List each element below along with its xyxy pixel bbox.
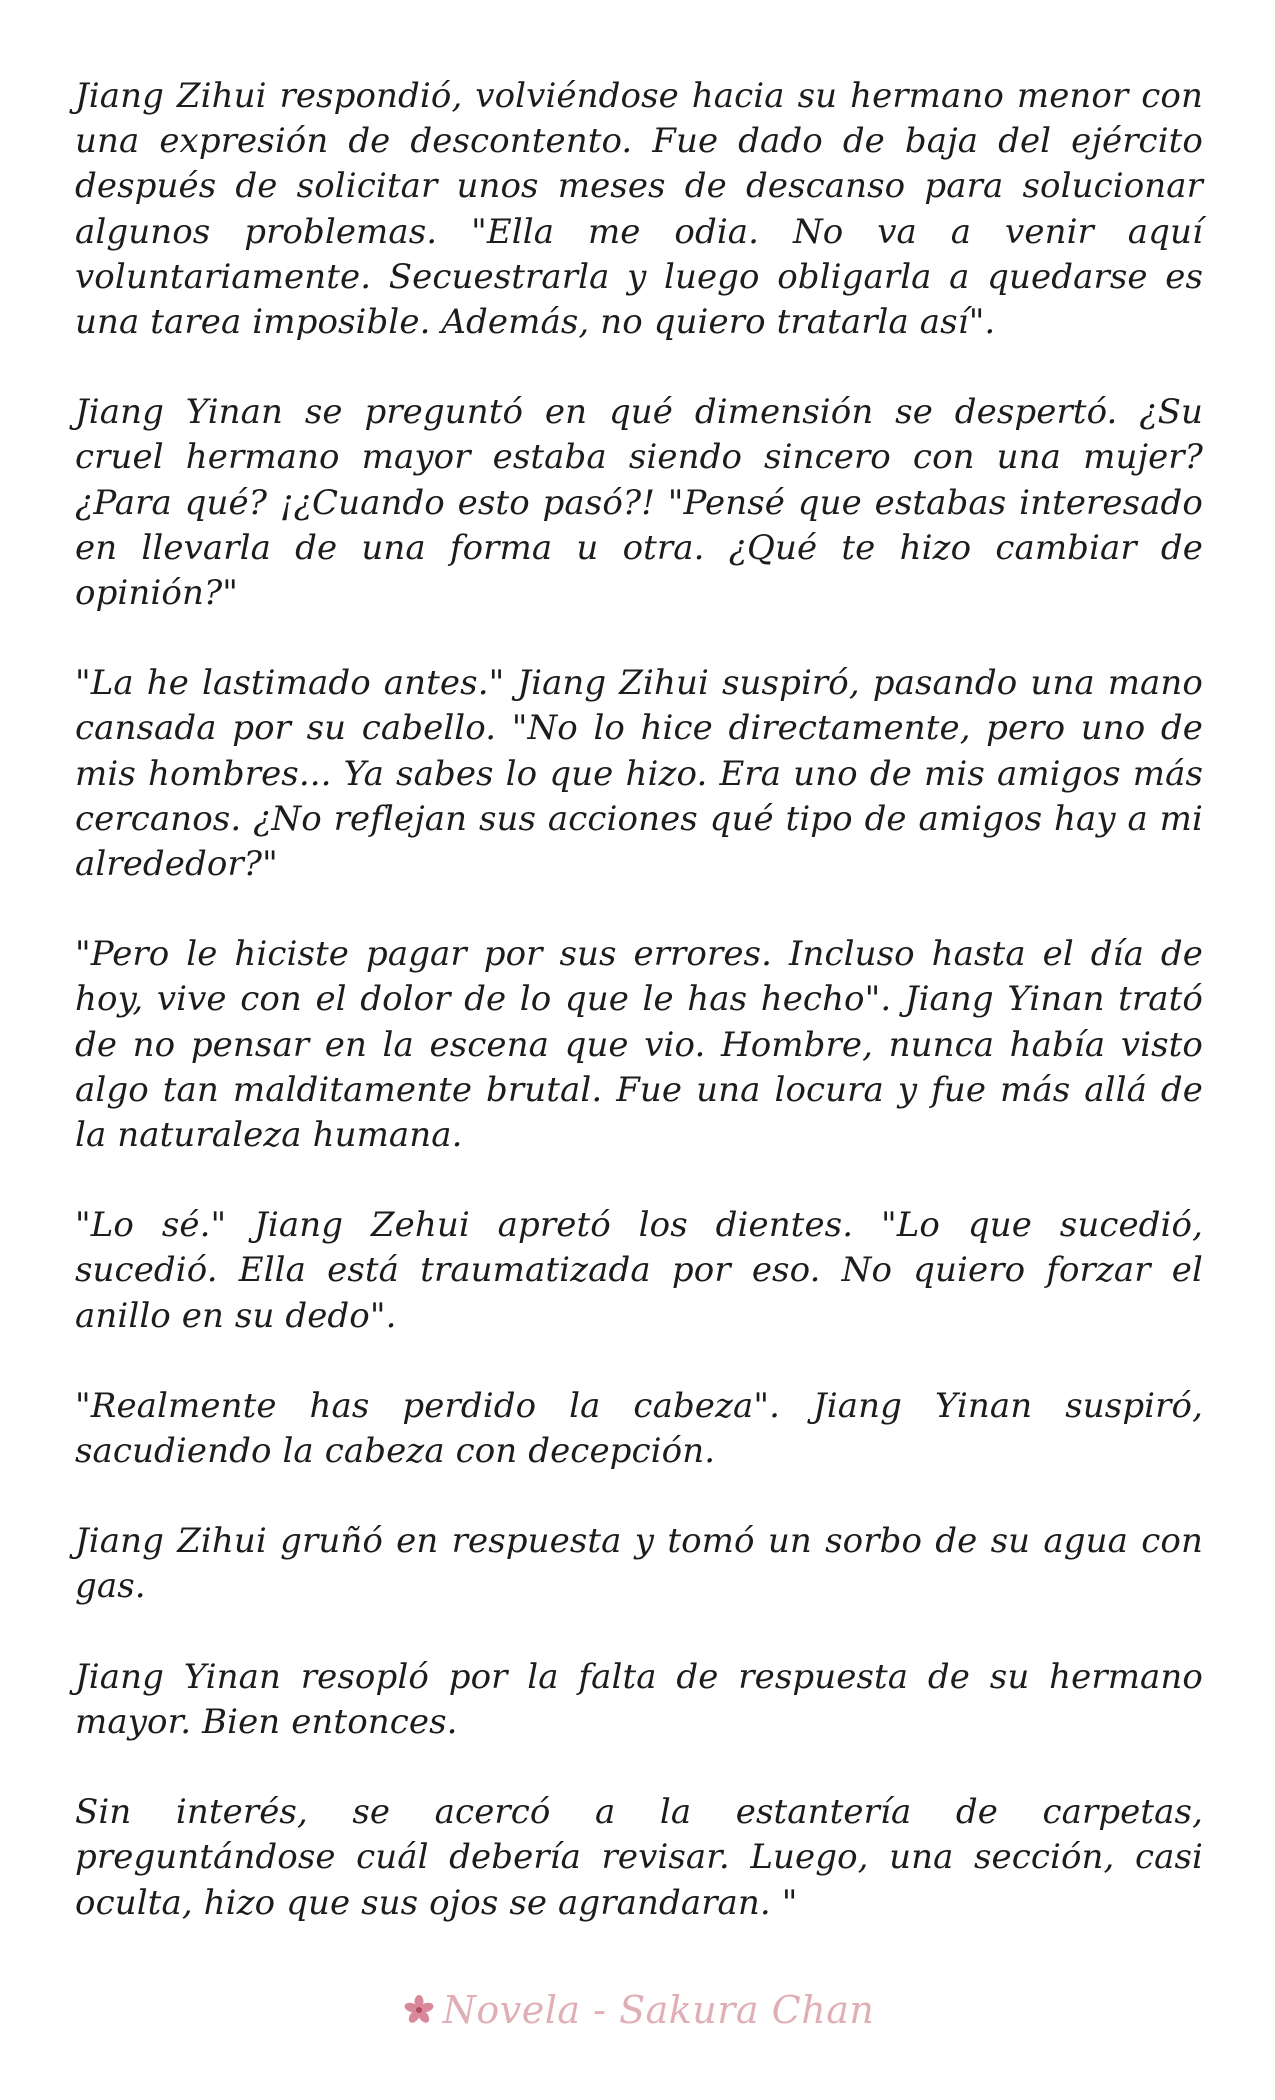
- paragraph-6: "Realmente has perdido la cabeza". Jiang Yinan suspiró, sacudiendo la cabeza con decepción.: [75, 1385, 1203, 1472]
- watermark: [0, 1985, 1275, 2035]
- paragraph-4: "Pero le hiciste pagar por sus errores. Incluso hasta el día de hoy, vive con el dolor de lo que le has hecho". Jiang Yinan trató de no pensar en la escena que vio. Hombre, nunca había visto algo tan malditamente brutal. Fue una locura y fue más allá de la naturaleza humana.: [75, 934, 1203, 1156]
- watermark-text: Novela - Sakura Chan: [442, 1988, 875, 2032]
- paragraph-3: "La he lastimado antes." Jiang Zihui suspiró, pasando una mano cansada por su cabello. "No lo hice directamente, pero uno de mis hombres... Ya sabes lo que hizo. Era uno de mis amigos más cercanos. ¿No reflejan sus acciones qué tipo de amigos hay a mi alrededor?": [75, 663, 1203, 885]
- paragraph-9: Sin interés, se acercó a la estantería de carpetas, preguntándose cuál debería revisar. Luego, una sección, casi oculta, hizo que sus ojos se agrandaran. ": [75, 1792, 1203, 1923]
- paragraph-2: Jiang Yinan se preguntó en qué dimensión se despertó. ¿Su cruel hermano mayor estaba siendo sincero con una mujer? ¿Para qué? ¡¿Cuando esto pasó?! "Pensé que estabas interesado en llevarla de una forma u otra. ¿Qué te hizo cambiar de opinión?": [75, 392, 1203, 614]
- sakura-flower-icon: [401, 1992, 437, 2028]
- paragraph-8: Jiang Yinan resopló por la falta de respuesta de su hermano mayor. Bien entonces.: [75, 1656, 1203, 1742]
- paragraph-5: "Lo sé." Jiang Zehui apretó los dientes. "Lo que sucedió, sucedió. Ella está traumatizada por eso. No quiero forzar el anillo en su dedo".: [75, 1205, 1203, 1336]
- text-body: [75, 74, 1203, 1971]
- paragraph-7: Jiang Zihui gruñó en respuesta y tomó un sorbo de su agua con gas.: [75, 1521, 1203, 1607]
- paragraph-1: Jiang Zihui respondió, volviéndose hacia su hermano menor con una expresión de descontento. Fue dado de baja del ejército después de solicitar unos meses de descanso para solucionar algunos problemas. "Ella me odia. No va a venir aquí voluntariamente. Secuestrarla y luego obligarla a quedarse es una tarea imposible. Además, no quiero tratarla así".: [75, 76, 1203, 343]
